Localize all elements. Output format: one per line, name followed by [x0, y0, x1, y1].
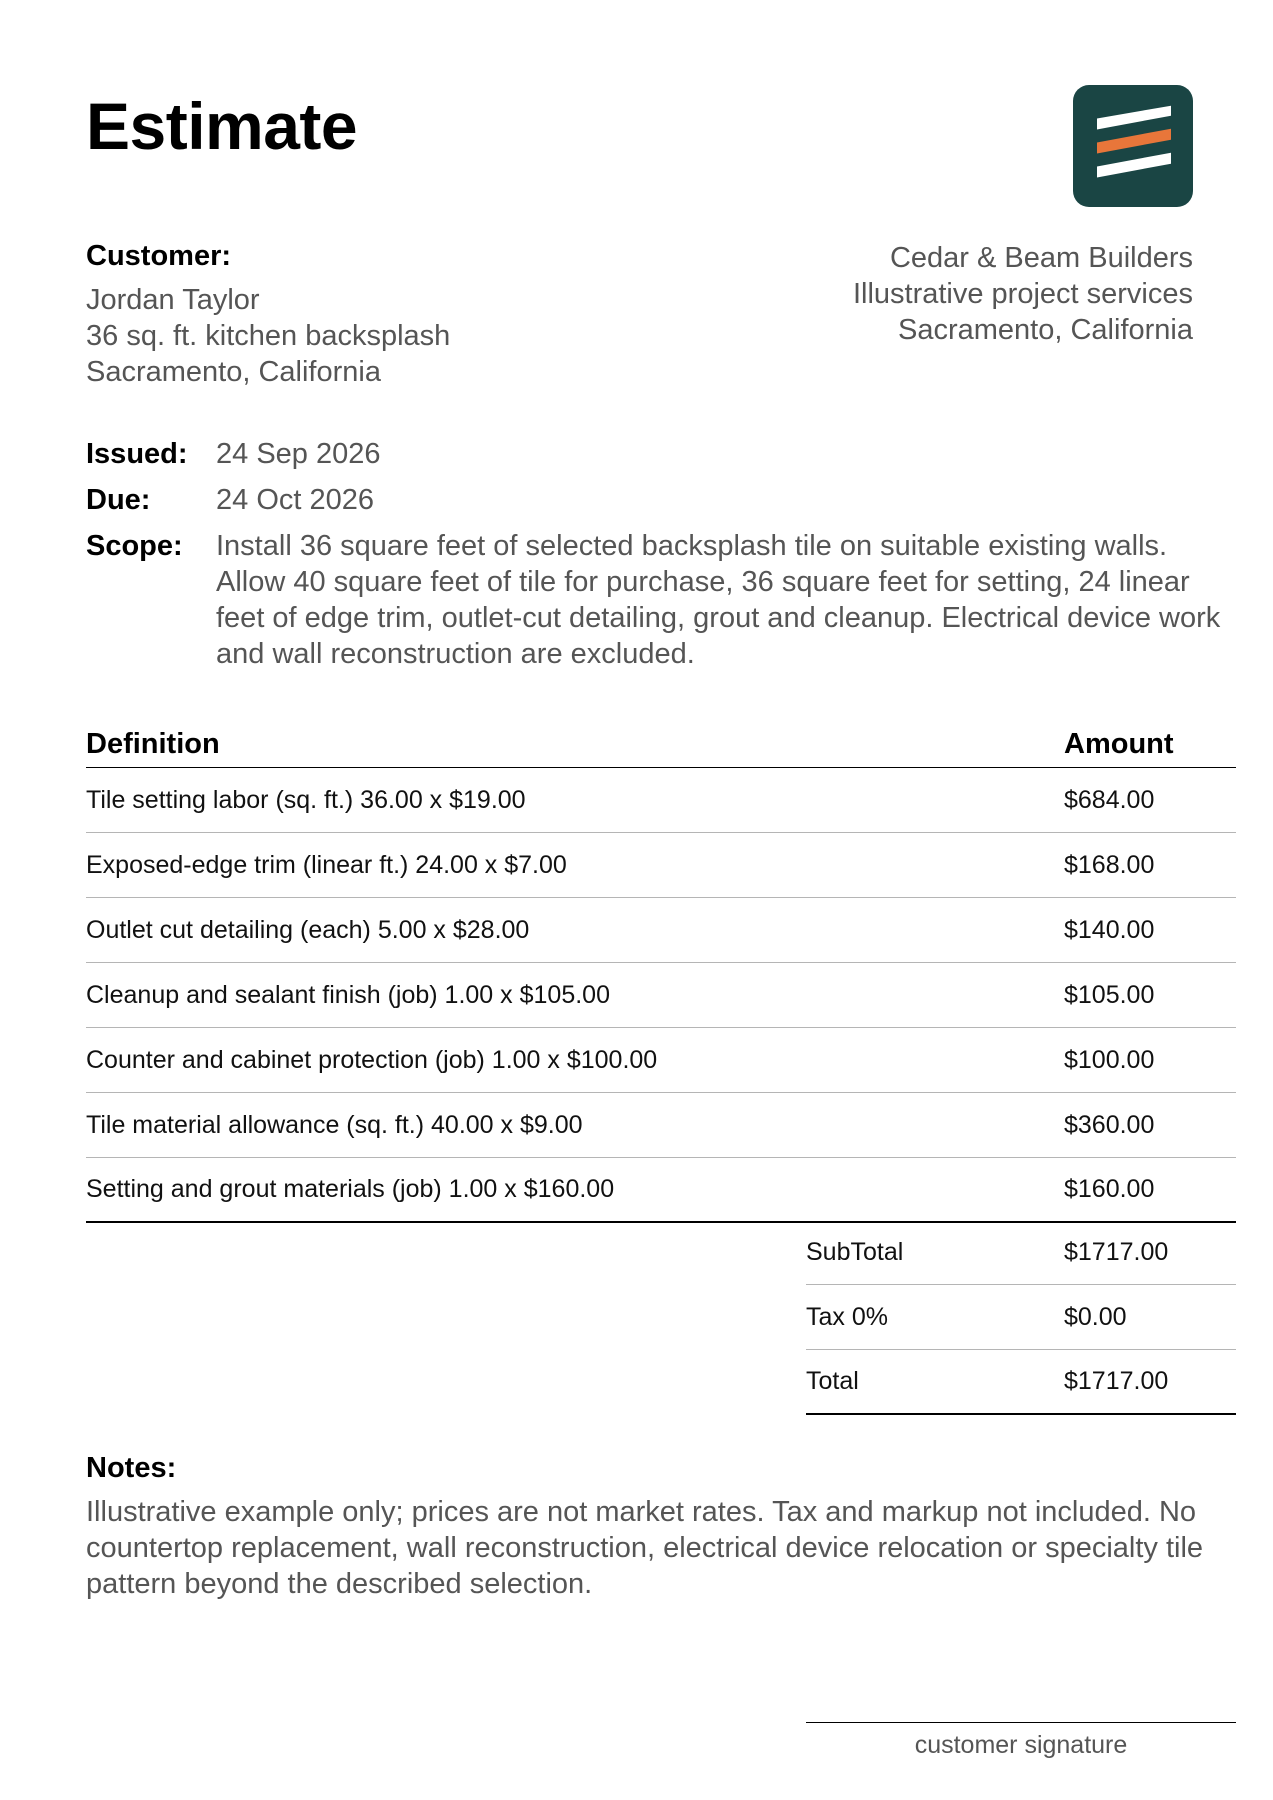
- item-amount: $160.00: [1064, 1175, 1155, 1203]
- table-row: [86, 1028, 1236, 1093]
- issued-label: Issued:: [86, 438, 188, 470]
- item-definition: Exposed-edge trim (linear ft.) 24.00 x $7.00: [86, 850, 567, 879]
- item-definition: Tile setting labor (sq. ft.) 36.00 x $19.00: [86, 785, 526, 814]
- customer-block: [86, 238, 686, 390]
- company-name: Cedar & Beam Builders: [889, 242, 1193, 274]
- issued-value: 24 Sep 2026: [216, 438, 381, 470]
- company-location: Sacramento, California: [898, 314, 1193, 346]
- subtotal-value: $1717.00: [1064, 1237, 1169, 1266]
- table-row: [86, 768, 1236, 833]
- definition-header: Definition: [86, 728, 220, 760]
- item-definition: Outlet cut detailing (each) 5.00 x $28.00: [86, 915, 530, 944]
- item-amount: $168.00: [1064, 850, 1155, 879]
- table-row: [86, 1093, 1236, 1158]
- notes-text: Illustrative example only; prices are not market rates. Tax and markup not included. No countertop replacement, wall reconstruction, electrical device relocation or specialty tile pattern beyond the described selection.: [86, 1496, 1204, 1600]
- table-row: [86, 963, 1236, 1028]
- notes-label: Notes:: [86, 1452, 177, 1484]
- item-definition: Setting and grout materials (job) 1.00 x $160.00: [86, 1175, 615, 1203]
- item-amount: $140.00: [1064, 915, 1155, 944]
- tax-row: [806, 1285, 1236, 1350]
- item-amount: $360.00: [1064, 1110, 1155, 1139]
- company-tagline: Illustrative project services: [852, 278, 1193, 310]
- tax-value: $0.00: [1064, 1302, 1127, 1331]
- notes-block: [86, 1450, 1206, 1602]
- customer-signature-line: [806, 1722, 1236, 1760]
- item-amount: $105.00: [1064, 980, 1155, 1009]
- table-row: [86, 833, 1236, 898]
- total-value: $1717.00: [1064, 1367, 1169, 1395]
- document-title: Estimate: [86, 89, 358, 163]
- item-definition: Cleanup and sealant finish (job) 1.00 x $105.00: [86, 980, 610, 1009]
- customer-project: 36 sq. ft. kitchen backsplash: [86, 320, 451, 352]
- due-label: Due:: [86, 484, 151, 516]
- customer-name: Jordan Taylor: [86, 284, 260, 316]
- scope-value: Install 36 square feet of selected backsplash tile on suitable existing walls. Allow 40 square feet of tile for purchase, 36 square feet for setting, 24 linear feet of edge trim, outlet-cut detailing, grout and cleanup. Electrical device work and wall reconstruction are excluded.: [216, 530, 1221, 670]
- item-amount: $100.00: [1064, 1045, 1155, 1074]
- table-header: [86, 724, 1236, 768]
- company-block: [633, 240, 1193, 348]
- tax-label: Tax 0%: [806, 1302, 888, 1331]
- due-value: 24 Oct 2026: [216, 484, 374, 516]
- subtotal-label: SubTotal: [806, 1237, 904, 1266]
- item-amount: $684.00: [1064, 785, 1155, 814]
- scope-row: [86, 528, 1236, 672]
- issued-row: [86, 436, 1236, 472]
- estimate-meta: [86, 436, 1236, 672]
- scope-label: Scope:: [86, 530, 183, 562]
- due-row: [86, 482, 1236, 518]
- item-definition: Counter and cabinet protection (job) 1.00 x $100.00: [86, 1045, 658, 1074]
- customer-location: Sacramento, California: [86, 356, 381, 388]
- amount-header: Amount: [1064, 728, 1174, 760]
- item-definition: Tile material allowance (sq. ft.) 40.00 x $9.00: [86, 1110, 583, 1139]
- total-row: [806, 1350, 1236, 1415]
- stacked-planks-logo-icon: [1073, 85, 1193, 207]
- table-row: [86, 898, 1236, 963]
- total-label: Total: [806, 1367, 859, 1395]
- subtotal-row: [806, 1220, 1236, 1285]
- signature-caption: customer signature: [914, 1731, 1128, 1759]
- totals-table: [806, 1220, 1236, 1415]
- customer-label: Customer:: [86, 240, 232, 272]
- table-row: [86, 1158, 1236, 1223]
- line-items-table: [86, 724, 1236, 1223]
